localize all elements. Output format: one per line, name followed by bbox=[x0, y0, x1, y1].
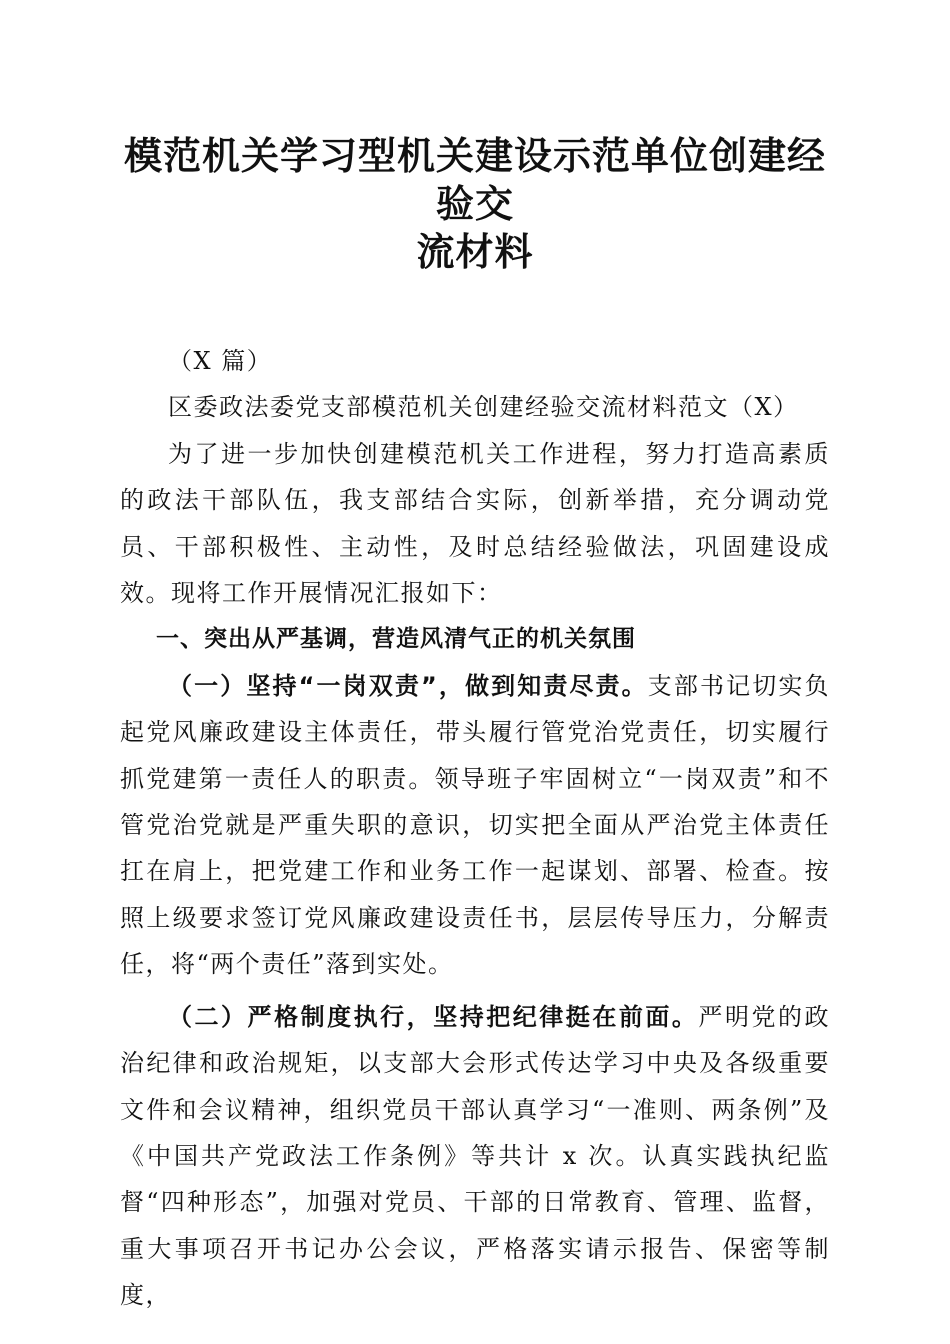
section-heading-1: 一、突出从严基调，营造风清气正的机关氛围 bbox=[156, 626, 636, 653]
title-line-2: 流材料 bbox=[416, 230, 534, 274]
item-2-paragraph bbox=[120, 994, 830, 1319]
item-2-body: 严明党的政治纪律和政治规矩，以支部大会形式传达学习中央及各级重要文件和会议精神，组织党员干部认真学习“一准则、两条例”及《中国共产党政法工作条例》等共计 x 次。认真实践执纪监督“四种形态”，加强对党员、干部的日常教育、管理、监督，重大事项召开书记办公会议，严格落实请示报告、保密等制度， bbox=[120, 1002, 831, 1310]
subtitle: （X 篇） bbox=[168, 347, 273, 375]
item-1-paragraph bbox=[120, 663, 830, 988]
item-2-lead: （二）严格制度执行，坚持把纪律挺在前面。 bbox=[168, 1002, 699, 1031]
item-1-body: 支部书记切实负起党风廉政建设主体责任，带头履行管党治党责任，切实履行抓党建第一责任人的职责。领导班子牢固树立“一岗双责”和不管党治党就是严重失职的意识，切实把全面从严治党主体责任扛在肩上，把党建工作和业务工作一起谋划、部署、检查。按照上级要求签订党风廉政建设责任书，层层传导压力，分解责任，将“两个责任”落到实处。 bbox=[120, 671, 831, 979]
title-line-1: 模范机关学习型机关建设示范单位创建经验交 bbox=[123, 134, 826, 226]
document-body bbox=[120, 338, 830, 1319]
source-line: 区委政法委党支部模范机关创建经验交流材料范文（X） bbox=[168, 393, 799, 422]
item-1-lead: （一）坚持“一岗双责”，做到知责尽责。 bbox=[168, 671, 648, 700]
intro-paragraph: 为了进一步加快创建模范机关工作进程，努力打造高素质的政法干部队伍，我支部结合实际，创新举措，充分调动党员、干部积极性、主动性，及时总结经验做法，巩固建设成效。现将工作开展情况汇报如下： bbox=[120, 439, 830, 608]
document-title bbox=[120, 132, 830, 276]
